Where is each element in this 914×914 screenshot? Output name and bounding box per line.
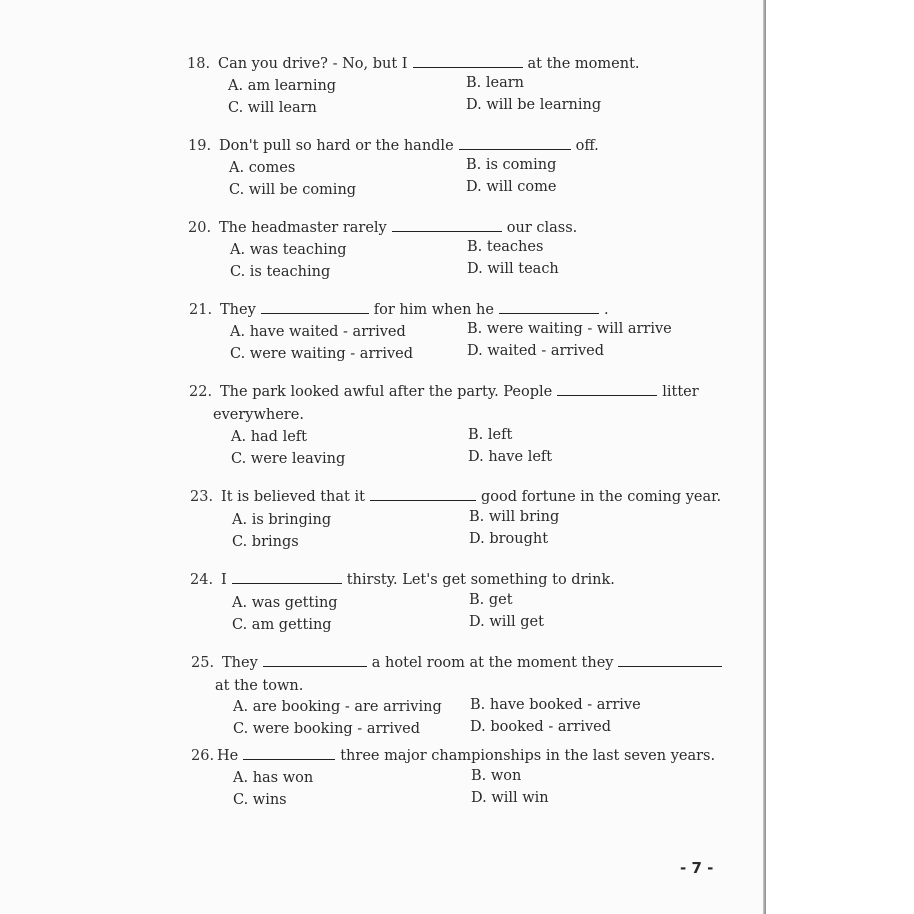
option-d: D. will teach [467, 261, 559, 277]
answer-blank [243, 747, 335, 760]
option-c: C. will be coming [229, 182, 357, 198]
option-c: C. is teaching [230, 264, 331, 280]
option-c: C. brings [232, 534, 299, 550]
option-b: B. will bring [469, 509, 560, 525]
option-b: B. teaches [467, 239, 544, 255]
option-d: D. will come [466, 179, 557, 195]
option-a: A. have waited - arrived [230, 324, 406, 340]
option-c: C. were booking - arrived [233, 721, 421, 737]
option-d: D. will win [471, 790, 549, 806]
question-number: 23. [190, 489, 214, 505]
option-c: C. were waiting - arrived [230, 346, 414, 362]
option-b: B. get [469, 592, 513, 608]
option-b: B. left [468, 427, 513, 443]
question-number: 19. [188, 138, 212, 154]
answer-blank [413, 55, 523, 68]
option-a: A. is bringing [232, 512, 332, 528]
question-21-stem: 21. They for him when he . [189, 302, 609, 318]
option-a: A. was getting [232, 595, 338, 611]
option-d: D. will be learning [466, 97, 602, 113]
question-23-stem: 23. It is believed that it good fortune in the coming year. [190, 489, 722, 505]
answer-blank [499, 301, 599, 314]
question-25-stem: 25. They a hotel room at the moment they [191, 653, 727, 673]
option-c: C. will learn [228, 100, 317, 116]
question-number: 24. [190, 572, 214, 588]
option-b: B. have booked - arrive [470, 697, 641, 713]
question-number: 26. [191, 748, 215, 764]
option-b: B. learn [466, 75, 525, 91]
question-number: 18. [187, 56, 211, 72]
option-b: B. won [471, 768, 522, 784]
question-22-stem: 22. The park looked awful after the party. People litter [189, 384, 699, 400]
option-a: A. had left [231, 429, 307, 445]
question-number: 20. [188, 220, 212, 236]
option-c: C. were leaving [231, 451, 346, 467]
question-number: 25. [191, 655, 215, 671]
question-22-continuation: everywhere. [213, 407, 304, 423]
option-d: D. booked - arrived [470, 719, 612, 735]
option-d: D. will get [469, 614, 544, 630]
answer-blank [557, 383, 657, 396]
option-b: B. is coming [466, 157, 557, 173]
background-margin [766, 0, 914, 914]
answer-blank [370, 488, 476, 501]
answer-blank [263, 654, 367, 667]
answer-blank [459, 137, 571, 150]
question-19-stem: 19. Don't pull so hard or the handle off. [188, 138, 599, 154]
question-18-stem: 18. Can you drive? - No, but I at the moment. [187, 56, 640, 72]
question-number: 21. [189, 302, 213, 318]
option-c: C. wins [233, 792, 287, 808]
page-number: - 7 - [680, 859, 714, 877]
option-d: D. have left [468, 449, 553, 465]
option-c: C. am getting [232, 617, 332, 633]
answer-blank [261, 301, 369, 314]
answer-blank [618, 654, 722, 667]
option-d: D. waited - arrived [467, 343, 605, 359]
option-a: A. comes [229, 160, 296, 176]
option-a: A. was teaching [230, 242, 347, 258]
question-26-stem: 26. He three major championships in the last seven years. [191, 748, 716, 764]
option-b: B. were waiting - will arrive [467, 321, 672, 337]
question-20-stem: 20. The headmaster rarely our class. [188, 220, 578, 236]
option-d: D. brought [469, 531, 549, 547]
question-24-stem: 24. I thirsty. Let's get something to drink. [190, 572, 615, 588]
answer-blank [392, 219, 502, 232]
question-number: 22. [189, 384, 213, 400]
answer-blank [232, 571, 342, 584]
option-a: A. am learning [228, 78, 337, 94]
question-25-continuation: at the town. [215, 678, 304, 694]
option-a: A. are booking - are arriving [233, 699, 442, 715]
option-a: A. has won [233, 770, 314, 786]
